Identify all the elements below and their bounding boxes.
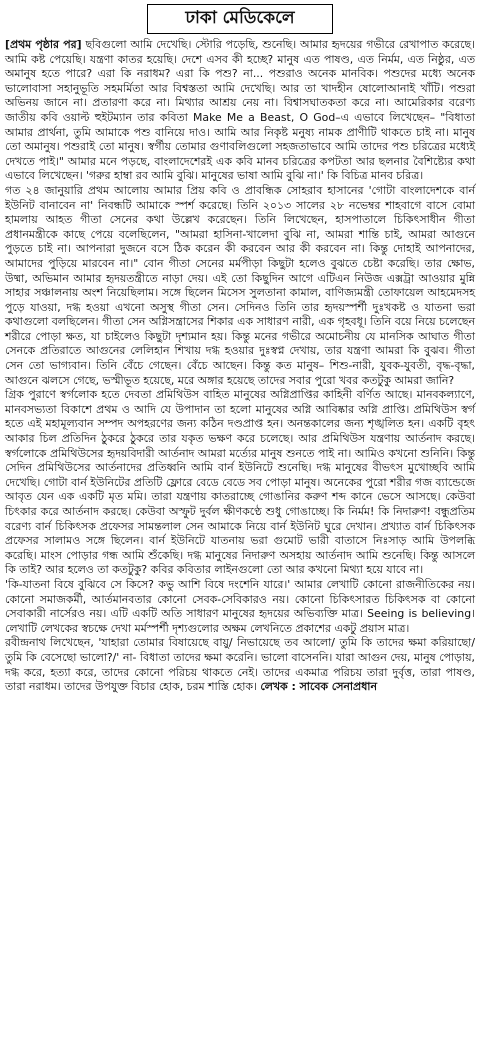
article-paragraph bbox=[5, 388, 475, 578]
paragraph-text: 'কি-যাতনা বিষে বুঝিবে সে কিসে? কভু আশি বিষে দংশেনি যারে।' আমার লেখাটি কোনো রাজনীতিকের নয়। কোনো সমাজকর্মী, আর্তমানবতার কোনো সেবক-সেবিকারও নয়। কোনো চিকিৎসারত চিকিৎসক বা কোনো সেবাকারী নার্সেরও নয়। এটি একটি অতি সাধারণ মানুষের হৃদয়ের অভিব্যক্তি মাত্র। Seeing is believing। লেখাটি লেখকের স্বচক্ষে দেখা মর্মস্পর্শী দৃশ্যগুলোর অক্ষম লেখনিতে প্রকাশের একটু প্রয়াস মাত্র। bbox=[5, 577, 475, 635]
headline-text: ঢাকা মেডিকেলে bbox=[185, 8, 295, 28]
continuation-tag: [প্রথম পৃষ্ঠার পর] bbox=[5, 38, 82, 51]
article-paragraph bbox=[5, 184, 475, 388]
article-paragraph bbox=[5, 578, 475, 636]
byline: লেখক : সাবেক সেনাপ্রধান bbox=[260, 680, 377, 694]
headline bbox=[147, 4, 333, 34]
paragraph-text: রবীন্দ্রনাথ লিখেছেন, 'যাহারা তোমার বিষায়েছে বায়ু/ নিভায়েছে তব আলো/ তুমি কি তাদের ক্ষমা করিয়াছো/ তুমি কি বেসেছো ভালো?/' না- বিধাতা তাদের ক্ষমা করেনি। ভালো বাসেননি। যারা আগুন দেয়, মানুষ পোড়ায়, দগ্ধ করে, হত্যা করে, তাদের কোনো পরিচয় থাকতে নেই। তাদের একমাত্র পরিচয় তারা দুর্বৃত্ত, তারা পাষণ্ড, তারা নরাধম। তাদের উপযুক্ত বিচার হোক, চরম শাস্তি হোক। bbox=[5, 636, 475, 694]
article-body bbox=[5, 38, 475, 695]
article-paragraph bbox=[5, 38, 475, 184]
paragraph-text: গ্রিক পুরাণে স্বর্গলোক হতে দেবতা প্রমিথিউস বাহিত মানুষের অগ্নিপ্রাপ্তির কাহিনী বর্ণিত আছে। মানবকল্যাণে, মানবসভ্যতা বিকাশে প্রথম ও আদি যে উপাদান তা হলো মানুষের অগ্নি আবিষ্কার অগ্নি প্রাপ্তি। প্রমিথিউস স্বর্গ হতে এই মহামূল্যবান সম্পদ অপহরণের জন্য কঠিন দণ্ডপ্রাপ্ত হন। অনন্তকালের জন্য শৃঙ্খলিত হন। একটি বৃহৎ আকার চিল প্রতিদিন ঠুকরে ঠুকরে তার যকৃত ভক্ষণ করে চলেছে। আর প্রমিথিউস যন্ত্রণায় আর্তনাদ করছে। স্বর্গলোকে প্রমিথিউসের হৃদয়বিদারী আর্তনাদ আমরা মর্ত্যের মানুষ শুনতে পাই না। আমিও কখনো শুনিনি। কিন্তু সেদিন প্রমিথিউসের আর্তনাদের প্রতিধ্বনি আমি বার্ন ইউনিটে শুনেছি। দগ্ধ মানুষের বীভৎস মুখোচ্ছবি আমি দেখেছি। গোটা বার্ন ইউনিটের প্রতিটি ফ্লোরে বেডে বেডে সব পোড়া মানুষ। অনেকের পুরো শরীর গজ ব্যান্ডেজে আবৃত যেন এক একটি মৃত মমি। তারা যন্ত্রণায় কাতরাচ্ছে গোঙানির করুণ শব্দ কানে ভেসে আসছে। কেউবা চিৎকার করে আর্তনাদ করছে। কেউবা অস্ফুট দুর্বল ক্ষীণকণ্ঠে শুধু গোঙাচ্ছে। কি নির্মম! কি নিদারুণ! বন্ধুপ্রতিম বরেণ্য বার্ন চিকিৎসক প্রফেসর সামন্তলাল সেন আমাকে নিয়ে বার্ন ইউনিট ঘুরে দেখান। প্রখ্যাত বার্ন চিকিৎসক প্রফেসর সালামও সঙ্গে ছিলেন। বার্ন ইউনিটে যাতনায় ভরা গুমোট ভারী বাতাসে নিঃসাড় আমি উপলব্ধি করেছি। মাংস পোড়ার গন্ধ আমি শুঁকেছি। দগ্ধ মানুষের নিদারুণ অসহায় আর্তনাদ আমি শুনেছি। কিন্তু আসলে কি তাই? আর হলেও তা কতটুকু? কবির কবিতার লাইনগুলো তো আর কখনো মিথ্যা হয়ে যাবে না। bbox=[5, 388, 475, 577]
paragraph-text: গত ২৪ জানুয়ারি প্রথম আলোয় আমার প্রিয় কবি ও প্রাবন্ধিক সোহরাব হাসানের 'গোটা বাংলাদেশকে বার্ন ইউনিট বানাবেন না' নিবন্ধটি আমাকে স্পর্শ করেছে। তিনি ২০১৩ সালের ২৮ নভেম্বর শাহবাগে বাসে বোমা হামলায় আহত গীতা সেনের কথা উল্লেখ করেছেন। তিনি লিখেছেন, হাসপাতালে চিকিৎসাধীন গীতা প্রধানমন্ত্রীকে কাছে পেয়ে বলেছিলেন, "আমরা হাসিনা-খালেদা বুঝি না, আমরা শান্তি চাই, আমরা আগুনে পুড়তে চাই না। আপনারা দুজনে বসে ঠিক করেন কী করবেন আর কী করবেন না। কিন্তু দোহাই আপনাদের, আমাদের পুড়িয়ে মারবেন না।" বোন গীতা সেনের মর্মপীড়া কিছুটা হলেও বুঝতে চেষ্টা করেছি। তার ক্ষোভ, উষ্মা, অভিমান আমার হৃদয়তন্ত্রীতে নাড়া দেয়। এই তো কিছুদিন আগে এটিএন নিউজ এক্সট্রা আওয়ার মুন্নি সাহার সঞ্চালনায় অংশ নিয়েছিলাম। সঙ্গে ছিলেন মিসেস সুলতানা কামাল, বাণিজ্যমন্ত্রী তোফায়েল আহমেদসহ পুড়ে যাওয়া, দগ্ধ হওয়া এখনো অসুস্থ গীতা সেন। সেদিনও তিনি তার হৃদয়স্পর্শী দুঃখকষ্ট ও যাতনা ভরা কথাগুলো বলছিলেন। গীতা সেন অগ্নিসন্ত্রাসের শিকার এক সাধারণ নারী, এক গৃহবধূ। তিনি বয়ে নিয়ে চলেছেন শরীরে পোড়া ক্ষত, যা চাইলেও কিছুটা দৃশ্যমান হয়। কিন্তু মনের গভীরে অমোচনীয় যে মানসিক আঘাত গীতা সেনকে প্রতিরাতে আগুনের লেলিহান শিখায় দগ্ধ হওয়ার দুঃস্বপ্ন দেখায়, তার যন্ত্রণা আমরা কি বুঝব। গীতা সেন তো ভাগ্যবান। তিনি বেঁচে গেছেন। বেঁচে আছেন। কিন্তু কত মানুষ– শিশু-নারী, যুবক-যুবতী, বৃদ্ধ-বৃদ্ধা, আগুনে ঝলসে গেছে, ভস্মীভূত হয়েছে, মরে অঙ্গার হয়েছে তাদের সবার পুরো খবর কতটুকু আমরা জানি? bbox=[5, 183, 475, 387]
paragraph-text: ছবিগুলো আমি দেখেছি। স্টোরি পড়েছি, শুনেছি। আমার হৃদয়ের গভীরে রেখাপাত করেছে। আমি কষ্ট পেয়েছি। যন্ত্রণা কাতর হয়েছি। দেশে এসব কী হচ্ছে? মানুষ এত পাষণ্ড, এত নির্মম, এত নিষ্ঠুর, এত অমানুষ হতে পারে? এরা কি নরাধম? এরা কি পশু? না... পশুরাও অনেক মানবিক। পশুদের মধ্যে অনেক ভালোবাসা সহানুভূতি সহমর্মিতা আর বিশ্বস্ততা আমি দেখেছি। আর তা খাদহীন ষোলোআনাই খাঁটি। পশুরা অভিনয় জানে না। প্রতারণা করে না। মিথ্যার আশ্রয় নেয় না। বিশ্বাসঘাতকতা করে না। আমেরিকার বরেণ্য জাতীয় কবি ওয়াল্ট হুইটম্যান তার কবিতা Make Me a Beast, O God–এ এভাবে লিখেছেন– "বিধাতা আমার প্রার্থনা, তুমি আমাকে পশু বানিয়ে দাও। আমি আর নিকৃষ্ট মনুষ্য নামক প্রাণীটি থাকতে চাই না। মানুষ তো অমানুষ। পশুরাই তো মানুষ। স্বর্গীয় তোমার গুণাবলিগুলো সহজতাভাবে আমি তাদের পশু চরিত্রের মধ্যেই দেখতে পাই।" আমার মনে পড়ছে, বাংলাদেশেরই এক কবি মানব চরিত্রের কপটতা আর ছলনার বৈশিষ্ট্যের কথা এভাবে লিখেছেন। 'গরুর হাম্বা রব আমি বুঝি। মানুষের ভাষা আমি বুঝি না।' কি বিচিত্র মানব চরিত্র। bbox=[5, 38, 475, 183]
article-paragraph bbox=[5, 636, 475, 694]
